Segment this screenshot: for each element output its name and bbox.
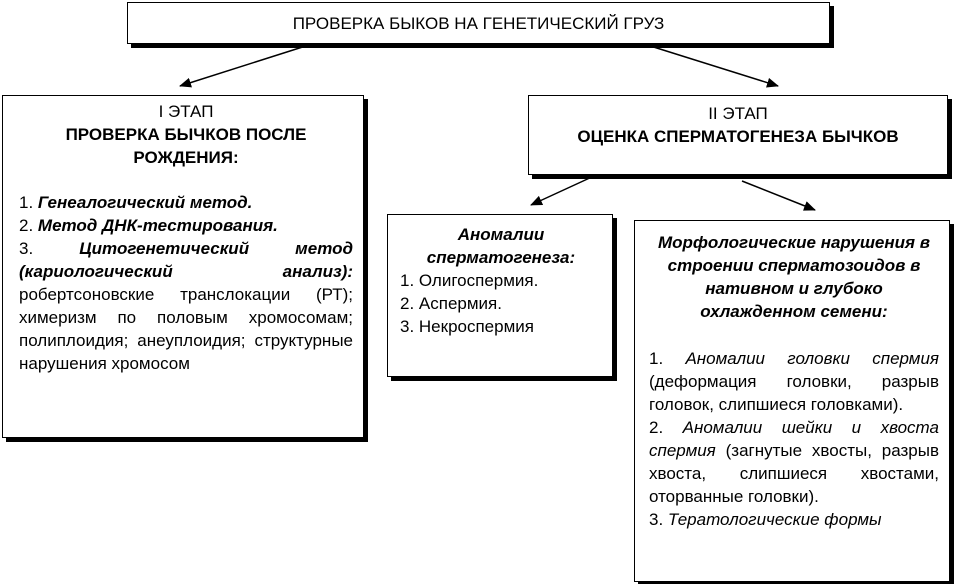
stage1-item-1-num: 1. [19, 193, 38, 212]
stage1-title-line1: ПРОВЕРКА БЫЧКОВ ПОСЛЕ [65, 125, 307, 144]
stage1-box [2, 95, 364, 438]
arrow-to-stage1 [180, 44, 312, 86]
stage1-label: I ЭТАП [158, 102, 214, 121]
morphology-box [634, 220, 950, 582]
arrow-to-stage2 [644, 44, 778, 86]
arrow-to-morphology [742, 181, 815, 210]
morphology-item-3-name: Тератологические формы [667, 510, 882, 529]
arrow-to-anomalies [531, 176, 594, 205]
stage1-item-3-num: 3. [19, 239, 80, 258]
morphology-item-2 [649, 416, 939, 508]
morphology-item-2-num: 2. [649, 418, 683, 437]
morphology-item-1 [649, 347, 939, 416]
stage1-item-1-name: Генеалогический метод. [37, 193, 253, 212]
title-box [127, 2, 830, 44]
stage2-box [528, 95, 948, 175]
stage1-item-2 [19, 214, 353, 237]
stage1-item-2-num: 2. [19, 216, 38, 235]
morphology-item-2-name: Аномалии шейки и хвоста спермия [649, 418, 939, 460]
stage1-item-3 [19, 237, 353, 375]
anomalies-item: 1. Олигоспермия. [400, 271, 539, 290]
stage1-item-3-name: Цитогенетический метод (кариологический анализ): [19, 239, 353, 281]
morphology-item-1-desc: (деформация головки, разрыв головок, слипшиеся головками). [649, 372, 939, 414]
anomalies-heading: Аномалии сперматогенеза: [426, 225, 576, 267]
anomalies-item: 3. Некроспермия [400, 317, 534, 336]
morphology-item-3-num: 3. [649, 510, 668, 529]
stage1-item-1 [19, 191, 353, 214]
anomalies-box [387, 214, 613, 377]
stage2-label: II ЭТАП [708, 104, 768, 123]
stage1-item-3-desc: робертсоновские транслокации (РТ); химеризм по половым хромосомам; полиплоидия; анеуплоидия; структурные нарушения хромосом [19, 285, 353, 373]
anomalies-item: 2. Аспермия. [400, 294, 502, 313]
morphology-item-1-num: 1. [649, 349, 686, 368]
morphology-item-1-name: Аномалии головки спермия [685, 349, 939, 368]
morphology-item-3 [649, 508, 939, 531]
morphology-item-2-desc: (загнутые хвосты, разрыв хвоста, слипшиеся хвостами, оторванные головки). [649, 441, 939, 506]
stage1-item-2-name: Метод ДНК-тестирования. [37, 216, 278, 235]
morphology-heading: Морфологические нарушения в строении сперматозоидов в нативном и глубоко охлажденном семени: [657, 233, 931, 321]
stage1-title-line2: РОЖДЕНИЯ: [133, 148, 239, 167]
stage2-title: ОЦЕНКА СПЕРМАТОГЕНЕЗА БЫЧКОВ [577, 127, 899, 146]
diagram-title: ПРОВЕРКА БЫКОВ НА ГЕНЕТИЧЕСКИЙ ГРУЗ [292, 13, 665, 33]
